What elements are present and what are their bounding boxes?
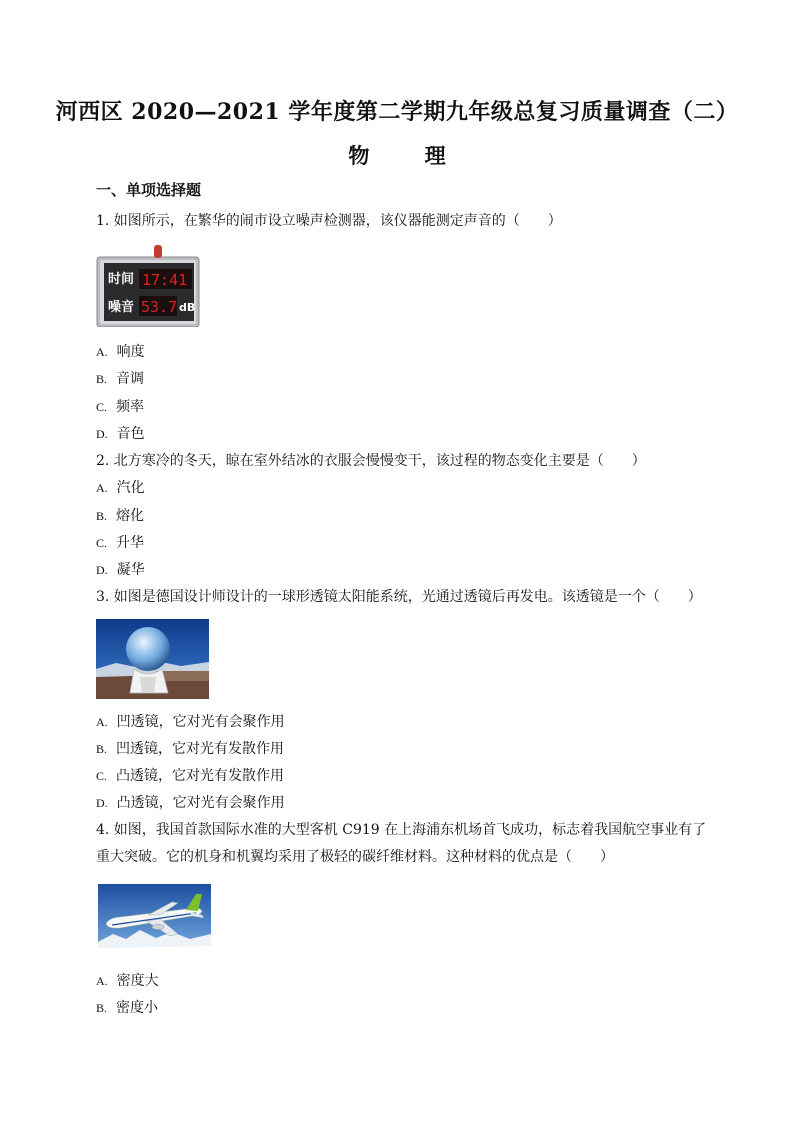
q1-option-a: A. 响度 xyxy=(96,344,145,360)
meter-noise-label: 噪音 xyxy=(108,300,135,315)
q3-option-c: C. 凸透镜，它对光有发散作用 xyxy=(96,768,285,784)
question-4-stem-line2: 重大突破。它的机身和机翼均采用了极轻的碳纤维材料。这种材料的优点是（ ） xyxy=(96,849,614,865)
q2-option-c: C. 升华 xyxy=(96,535,145,551)
meter-noise-unit: dB xyxy=(179,301,196,314)
section-heading: 一、单项选择题 xyxy=(96,181,202,199)
q3-option-a: A. 凹透镜，它对光有会聚作用 xyxy=(96,714,285,730)
q2-option-b: B. 熔化 xyxy=(96,508,145,524)
q1-option-c: C. 频率 xyxy=(96,399,145,415)
subject-heading xyxy=(0,140,794,170)
q1-option-d: D. 音色 xyxy=(96,426,145,442)
noise-meter-figure xyxy=(96,243,200,327)
meter-time-value: 17:41 xyxy=(142,271,188,289)
q2-option-a: A. 汽化 xyxy=(96,480,145,496)
question-4-stem-line1: 4. 如图，我国首款国际水准的大型客机 C919 在上海浦东机场首飞成功，标志着我国航空事业有了 xyxy=(96,822,707,838)
q2-option-d: D. 凝华 xyxy=(96,562,145,578)
q3-option-b: B. 凹透镜，它对光有发散作用 xyxy=(96,741,285,757)
subject-char-2: 理 xyxy=(424,143,446,168)
q3-option-d: D. 凸透镜，它对光有会聚作用 xyxy=(96,795,285,811)
meter-noise-value: 53.7 xyxy=(141,298,178,316)
exam-title: 河西区 2020—2021 学年度第二学期九年级总复习质量调查（二） xyxy=(55,99,739,125)
subject-char-1: 物 xyxy=(348,143,370,168)
q4-option-a: A. 密度大 xyxy=(96,973,159,989)
meter-time-label: 时间 xyxy=(108,272,135,287)
question-1-stem: 1. 如图所示，在繁华的闹市设立噪声检测器，该仪器能测定声音的（ ） xyxy=(96,213,562,229)
question-3-stem: 3. 如图是德国设计师设计的一球形透镜太阳能系统，光通过透镜后再发电。该透镜是一个（ ） xyxy=(96,589,702,605)
q4-option-b: B. 密度小 xyxy=(96,1000,159,1016)
q1-option-b: B. 音调 xyxy=(96,371,145,387)
c919-plane-photo xyxy=(98,884,211,957)
question-2-stem: 2. 北方寒冷的冬天，晾在室外结冰的衣服会慢慢变干，该过程的物态变化主要是（ ） xyxy=(96,453,646,469)
solar-lens-photo xyxy=(96,619,209,699)
